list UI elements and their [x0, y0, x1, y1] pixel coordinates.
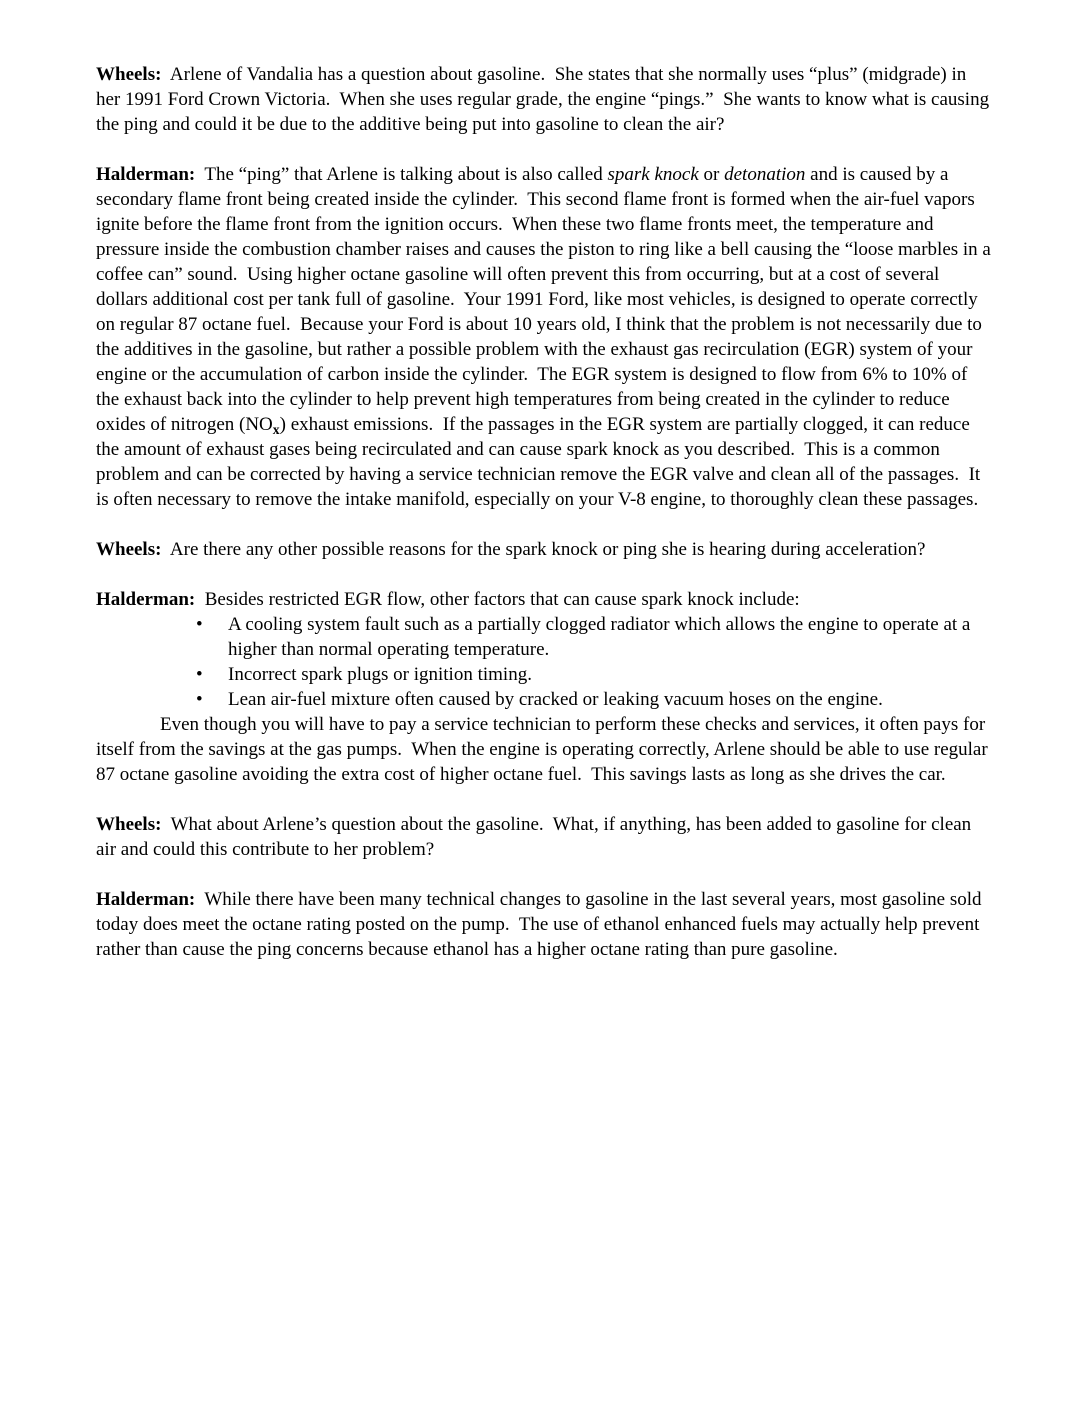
- paragraph-text: Are there any other possible reasons for the spark knock or ping she is hearing during acceleration?: [161, 539, 926, 560]
- paragraph-wheels-question-1: [96, 62, 994, 137]
- paragraph-halderman-answer-1: [96, 162, 996, 512]
- paragraph-halderman-answer-2-continuation: Even though you will have to pay a service technician to perform these checks and services, it often pays for itself from the savings at the gas pumps. When the engine is operating correctly, Arlene should be able to use regular 87 octane gasoline avoiding the extra cost of higher octane fuel. This savings lasts as long as she drives the car.: [96, 714, 993, 785]
- speaker-label-wheels: Wheels:: [96, 64, 162, 85]
- speaker-label-wheels: Wheels:: [96, 814, 162, 835]
- bullet-item: [96, 662, 991, 687]
- bullet-icon: •: [196, 664, 203, 685]
- paragraph-halderman-answer-2-intro: [96, 587, 991, 612]
- speaker-label-halderman: Halderman:: [96, 589, 196, 610]
- cause-list: [96, 612, 991, 712]
- bullet-item: [96, 612, 991, 662]
- speaker-label-wheels: Wheels:: [96, 539, 162, 560]
- bullet-icon: •: [196, 614, 203, 635]
- bullet-text: A cooling system fault such as a partially clogged radiator which allows the engine to operate at a higher than normal operating temperature.: [228, 614, 976, 660]
- bullet-item: [96, 687, 991, 712]
- paragraph-wheels-question-3: [96, 812, 991, 862]
- paragraph-text: Arlene of Vandalia has a question about gasoline. She states that she normally uses “plus” (midgrade) in her 1991 Ford Crown Victoria. When she uses regular grade, the engine “pings.” She wants to know what is causing the ping and could it be due to the additive being put into gasoline to clean the air?: [96, 64, 994, 135]
- paragraph-text: What about Arlene’s question about the gasoline. What, if anything, has been added to gasoline for clean air and could this contribute to her problem?: [96, 814, 976, 860]
- speaker-label-halderman: Halderman:: [96, 889, 196, 910]
- paragraph-text: ) exhaust emissions. If the passages in the EGR system are partially clogged, it can reduce the amount of exhaust gases being recirculated and can cause spark knock as you described. This is a common problem and can be corrected by having a service technician remove the EGR valve and clean all of the passages. It is often necessary to remove the intake manifold, especially on your V-8 engine, to thoroughly clean these passages.: [96, 414, 985, 510]
- paragraph-wheels-question-2: [96, 537, 991, 562]
- bullet-text: Lean air-fuel mixture often caused by cracked or leaking vacuum hoses on the engine.: [228, 689, 883, 710]
- nox-subscript: x: [272, 422, 280, 437]
- paragraph-text: or: [698, 164, 725, 185]
- speaker-label-halderman: Halderman:: [96, 164, 196, 185]
- bullet-icon: •: [196, 689, 203, 710]
- paragraph-halderman-answer-3: [96, 887, 991, 962]
- paragraph-text: While there have been many technical changes to gasoline in the last several years, most gasoline sold today does meet the octane rating posted on the pump. The use of ethanol enhanced fuels may actually help prevent rather than cause the ping concerns because ethanol has a higher octane rating than pure gasoline.: [96, 889, 987, 960]
- paragraph-text: Besides restricted EGR flow, other factors that can cause spark knock include:: [195, 589, 800, 610]
- paragraph-text: and is caused by a secondary flame front being created inside the cylinder. This second flame front is formed when the air-fuel vapors ignite before the flame front from the ignition occurs. When these two flame fronts meet, the temperature and pressure inside the combustion chamber raises and causes the piston to ring like a bell causing the “loose marbles in a coffee can” sound. Using higher octane gasoline will often prevent this from occurring, but at a cost of several dollars additional cost per tank full of gasoline. Your 1991 Ford, like most vehicles, is designed to operate correctly on regular 87 octane fuel. Because your Ford is about 10 years old, I think that the problem is not necessarily due to the additives in the gasoline, but rather a possible problem with the exhaust gas recirculation (EGR) system of your engine or the accumulation of carbon inside the cylinder. The EGR system is designed to flow from 6% to 10% of the exhaust back into the cylinder to help prevent high temperatures from being created in the cylinder to reduce oxides of nitrogen (NO: [96, 164, 996, 435]
- bullet-text: Incorrect spark plugs or ignition timing.: [228, 664, 532, 685]
- paragraph-text: The “ping” that Arlene is talking about is also called: [195, 164, 608, 185]
- term-spark-knock: spark knock: [607, 164, 699, 185]
- term-detonation: detonation: [724, 164, 806, 185]
